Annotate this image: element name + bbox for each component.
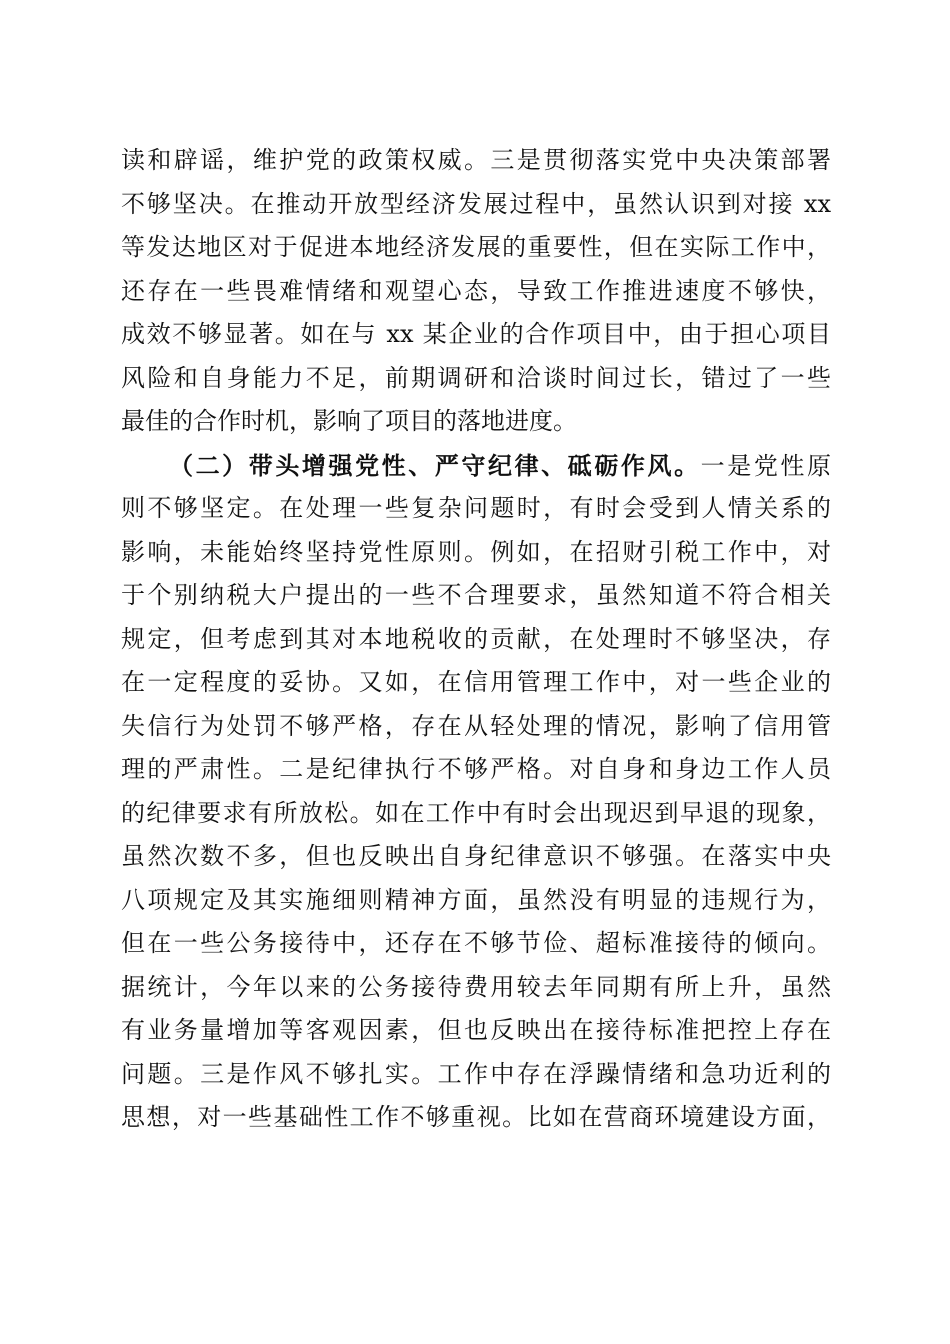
paragraph-line: 在一定程度的妥协。又如，在信用管理工作中，对一些企业的 bbox=[121, 668, 831, 696]
paragraph-line: 读和辟谣，维护党的政策权威。三是贯彻落实党中央决策部署 bbox=[121, 146, 831, 174]
paragraph-line-rest: 一是党性原 bbox=[700, 451, 832, 480]
paragraph-line: 规定，但考虑到其对本地税收的贡献，在处理时不够坚决，存 bbox=[121, 624, 831, 653]
paragraph-line: 失信行为处罚不够严格，存在从轻处理的情况，影响了信用管 bbox=[121, 711, 831, 740]
paragraph-line: 等发达地区对于促进本地经济发展的重要性，但在实际工作中， bbox=[121, 233, 831, 261]
paragraph-line: 最佳的合作时机，影响了项目的落地进度。 bbox=[121, 407, 577, 435]
paragraph-line: 但在一些公务接待中，还存在不够节俭、超标准接待的倾向。 bbox=[121, 929, 831, 957]
paragraph-line: 理的严肃性。二是纪律执行不够严格。对自身和身边工作人员 bbox=[121, 755, 831, 783]
paragraph-line: 八项规定及其实施细则精神方面，虽然没有明显的违规行为， bbox=[121, 885, 831, 914]
paragraph-line: 思想，对一些基础性工作不够重视。比如在营商环境建设方面， bbox=[121, 1103, 831, 1131]
paragraph-line: 风险和自身能力不足，前期调研和洽谈时间过长，错过了一些 bbox=[121, 363, 831, 392]
paragraph-line: 有业务量增加等客观因素，但也反映出在接待标准把控上存在 bbox=[121, 1016, 831, 1044]
paragraph-line: 的纪律要求有所放松。如在工作中有时会出现迟到早退的现象， bbox=[121, 798, 831, 827]
paragraph-line: 虽然次数不多，但也反映出自身纪律意识不够强。在落实中央 bbox=[121, 842, 831, 870]
paragraph-line: 还存在一些畏难情绪和观望心态，导致工作推进速度不够快， bbox=[121, 276, 831, 305]
paragraph-line: 成效不够显著。如在与 xx 某企业的合作项目中，由于担心项目 bbox=[121, 320, 831, 348]
paragraph-1 bbox=[121, 139, 831, 444]
paragraph-line: 影响，未能始终坚持党性原则。例如，在招财引税工作中，对 bbox=[121, 537, 831, 566]
paragraph-line: 则不够坚定。在处理一些复杂问题时，有时会受到人情关系的 bbox=[121, 494, 831, 522]
paragraph-first-line bbox=[121, 444, 831, 488]
paragraph-2 bbox=[121, 444, 831, 1140]
paragraph-line: 不够坚决。在推动开放型经济发展过程中，虽然认识到对接 xx bbox=[121, 189, 831, 218]
paragraph-line: 于个别纳税大户提出的一些不合理要求，虽然知道不符合相关 bbox=[121, 581, 831, 609]
paragraph-line: 据统计，今年以来的公务接待费用较去年同期有所上升，虽然 bbox=[121, 972, 831, 1001]
document-body bbox=[121, 139, 831, 1140]
section-heading: （二）带头增强党性、严守纪律、砥砺作风。 bbox=[169, 450, 701, 480]
paragraph-line: 问题。三是作风不够扎实。工作中存在浮躁情绪和急功近利的 bbox=[121, 1059, 831, 1088]
